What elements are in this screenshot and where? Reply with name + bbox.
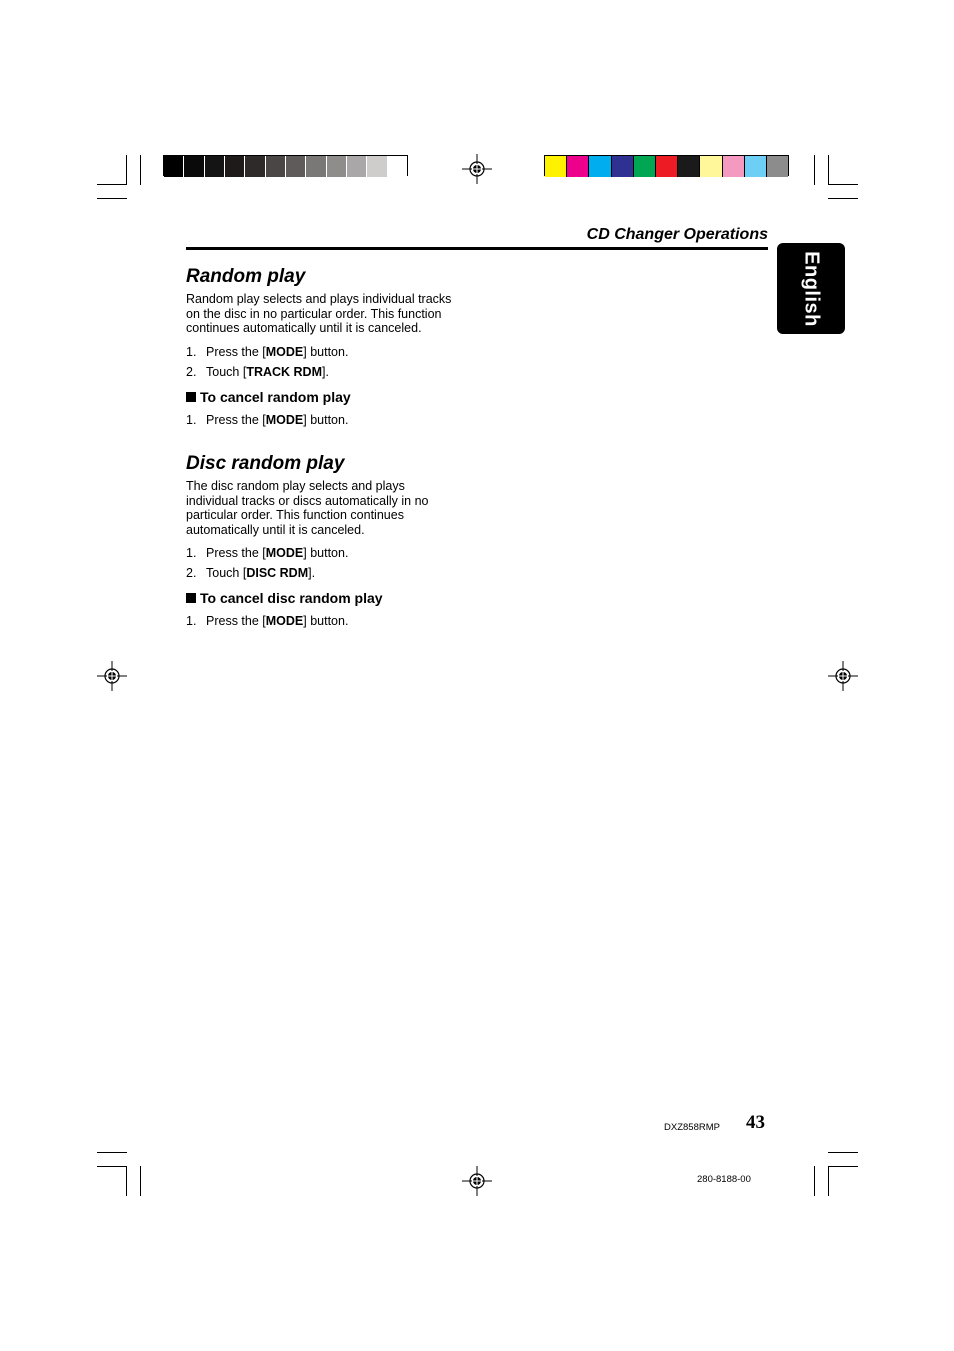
color-swatch: [306, 156, 326, 177]
step-text: Touch [: [206, 364, 247, 379]
registration-mark-icon: [97, 661, 127, 691]
color-swatch: [700, 156, 722, 177]
section-title: CD Changer Operations: [586, 226, 768, 243]
cancel-disc-random-play-steps: [186, 614, 476, 628]
step-text: Press the [: [206, 344, 266, 359]
step-item: [186, 345, 476, 359]
step-text: ] button.: [303, 614, 349, 629]
process-color-bar: [544, 155, 789, 176]
color-swatch: [634, 156, 656, 177]
color-swatch: [678, 156, 700, 177]
cancel-disc-random-play-heading: [186, 590, 476, 606]
step-item: [186, 566, 476, 580]
color-swatch: [205, 156, 225, 177]
step-item: [186, 413, 476, 427]
step-button-name: MODE: [265, 546, 304, 561]
step-button-name: MODE: [265, 614, 304, 629]
color-swatch: [745, 156, 767, 177]
cancel-random-play-steps: [186, 413, 476, 427]
step-item: [186, 365, 476, 379]
color-swatch: [567, 156, 589, 177]
square-bullet-icon: [186, 593, 196, 603]
color-swatch: [589, 156, 611, 177]
color-swatch: [723, 156, 745, 177]
random-play-title: Random play: [186, 266, 306, 287]
color-swatch: [367, 156, 387, 177]
registration-mark-icon: [462, 1166, 492, 1196]
color-swatch: [767, 156, 788, 177]
language-tab-label: English: [800, 250, 823, 327]
step-text: ] button.: [303, 344, 349, 359]
language-tab: [777, 243, 845, 334]
crop-mark: [97, 1166, 127, 1167]
random-play-description: Random play selects and plays individual tracks on the disc in no particular order. This function continues automatically until it is canceled.: [186, 292, 452, 336]
disc-random-play-section: [186, 453, 476, 628]
color-swatch: [612, 156, 634, 177]
color-swatch: [266, 156, 286, 177]
step-text: ] button.: [303, 546, 349, 561]
step-button-name: MODE: [265, 412, 304, 427]
step-number: 2.: [186, 364, 197, 379]
crop-mark: [140, 155, 141, 185]
grayscale-color-bar: [163, 155, 408, 176]
crop-mark: [814, 155, 815, 185]
registration-mark-icon: [462, 154, 492, 184]
step-number: 1.: [186, 614, 197, 629]
crop-mark: [126, 155, 127, 185]
color-swatch: [184, 156, 204, 177]
registration-mark-icon: [828, 661, 858, 691]
step-number: 2.: [186, 566, 197, 581]
step-text: ].: [322, 364, 329, 379]
crop-mark: [828, 1152, 858, 1153]
step-item: [186, 546, 476, 560]
crop-mark: [814, 1166, 815, 1196]
page-number: 43: [746, 1112, 765, 1133]
color-swatch: [245, 156, 265, 177]
step-text: Press the [: [206, 546, 266, 561]
step-text: ].: [308, 566, 316, 581]
step-text: ] button.: [303, 412, 349, 427]
step-item: [186, 614, 476, 628]
crop-mark: [828, 184, 858, 185]
color-swatch: [656, 156, 678, 177]
color-swatch: [164, 156, 184, 177]
cancel-random-play-heading: [186, 389, 476, 405]
part-number: 280-8188-00: [697, 1174, 751, 1185]
header-rule: [186, 247, 768, 250]
step-number: 1.: [186, 344, 197, 359]
step-button-name: MODE: [265, 344, 304, 359]
disc-random-play-description: The disc random play selects and plays individual tracks or discs automatically in no particular order. This function continues automatically until it is canceled.: [186, 479, 429, 537]
crop-mark: [828, 1166, 858, 1167]
random-play-steps: [186, 345, 476, 379]
step-number: 1.: [186, 412, 197, 427]
step-button-name: DISC RDM: [246, 566, 309, 581]
crop-mark: [828, 155, 829, 185]
crop-mark: [140, 1166, 141, 1196]
cancel-random-play-title: To cancel random play: [200, 388, 351, 405]
step-text: Press the [: [206, 614, 266, 629]
color-swatch: [545, 156, 567, 177]
crop-mark: [828, 1166, 829, 1196]
disc-random-play-title: Disc random play: [186, 453, 345, 474]
crop-mark: [97, 1152, 127, 1153]
color-swatch: [286, 156, 306, 177]
disc-random-play-steps: [186, 546, 476, 580]
crop-mark: [97, 198, 127, 199]
step-number: 1.: [186, 546, 197, 561]
crop-mark: [828, 198, 858, 199]
color-swatch: [225, 156, 245, 177]
color-swatch: [388, 156, 407, 177]
cancel-disc-random-play-title: To cancel disc random play: [200, 590, 383, 607]
color-swatch: [347, 156, 367, 177]
model-number: DXZ858RMP: [664, 1122, 720, 1133]
crop-mark: [97, 184, 127, 185]
step-text: Touch [: [206, 566, 247, 581]
step-button-name: TRACK RDM: [246, 364, 322, 379]
crop-mark: [126, 1166, 127, 1196]
random-play-section: [186, 266, 476, 427]
square-bullet-icon: [186, 392, 196, 402]
color-swatch: [327, 156, 347, 177]
step-text: Press the [: [206, 412, 266, 427]
